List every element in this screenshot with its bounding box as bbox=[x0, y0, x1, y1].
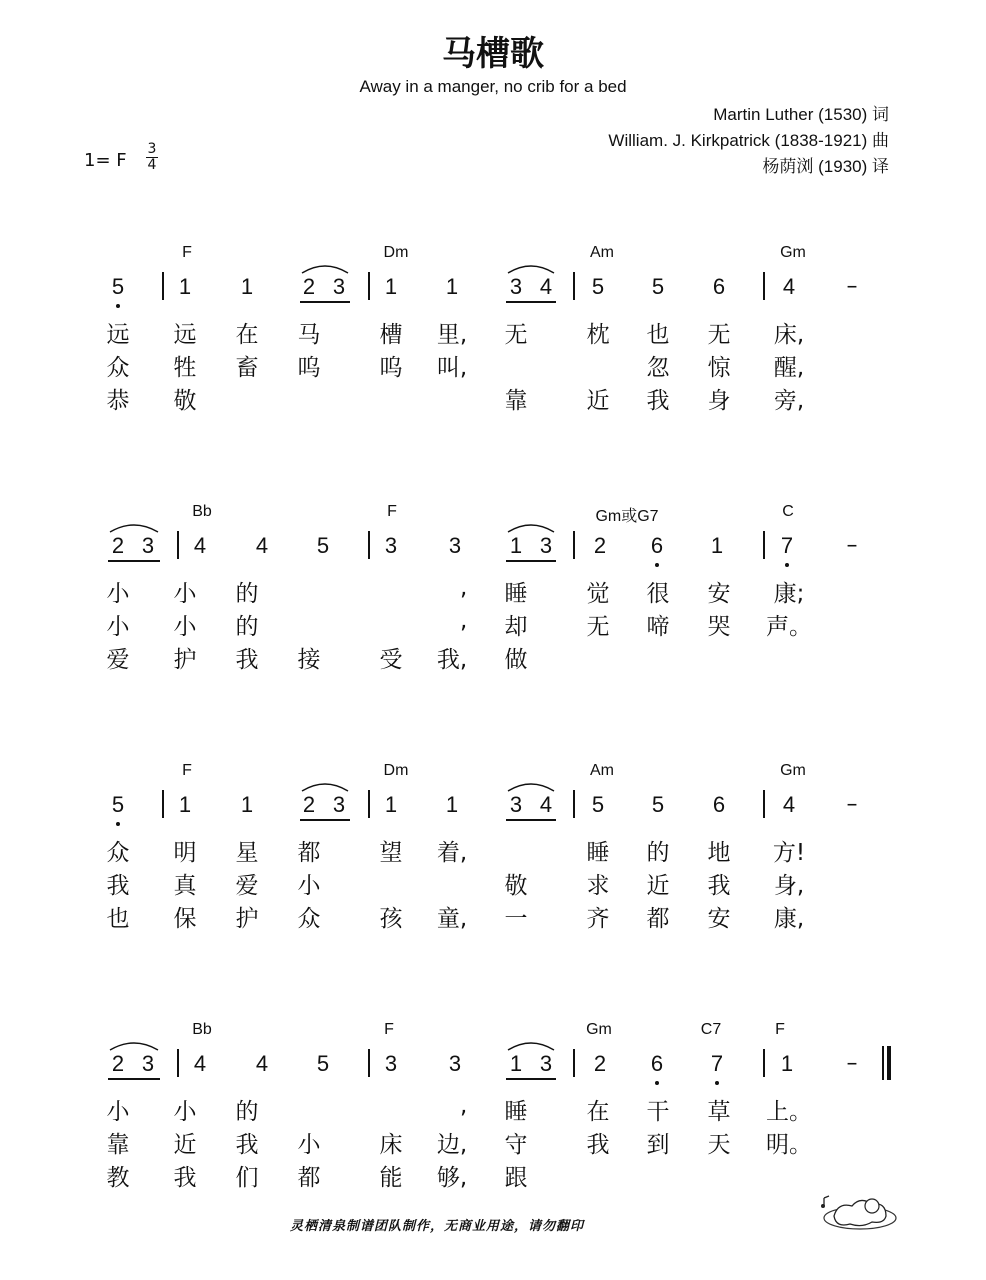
note-number: 3 bbox=[384, 533, 398, 558]
note-number: 3 bbox=[332, 274, 346, 299]
slur-mark bbox=[506, 262, 556, 274]
note-number: 6 bbox=[712, 274, 726, 299]
lyric-character: 我 bbox=[586, 1132, 610, 1158]
barline bbox=[763, 531, 765, 559]
barline bbox=[763, 790, 765, 818]
lyric-character: 到 bbox=[646, 1132, 670, 1158]
lyric-character: 在 bbox=[586, 1099, 610, 1125]
chord-symbol: F bbox=[775, 1021, 785, 1038]
lyric-character: 护 bbox=[235, 906, 259, 932]
lyric-character: 边, bbox=[436, 1132, 468, 1158]
lyric-character: 醒, bbox=[773, 355, 805, 381]
note-number: 1 bbox=[384, 792, 398, 817]
note-number: 5 bbox=[591, 792, 605, 817]
lyric-character: 我 bbox=[235, 647, 259, 673]
note-number: 1 bbox=[384, 274, 398, 299]
note-number: 1 bbox=[780, 1051, 794, 1076]
lyric-character: 望 bbox=[379, 840, 403, 866]
lyric-character: 叫, bbox=[436, 355, 468, 381]
lyric-character: 无 bbox=[707, 322, 731, 348]
note-number: 5 bbox=[651, 792, 665, 817]
lyric-character: 童, bbox=[436, 906, 468, 932]
eighth-note-underline bbox=[300, 819, 350, 821]
lyric-character: 做 bbox=[504, 647, 528, 673]
lyric-character: 无 bbox=[504, 322, 528, 348]
lyric-character: 小 bbox=[173, 1099, 197, 1125]
barline bbox=[368, 790, 370, 818]
chord-symbol: Bb bbox=[192, 1021, 212, 1038]
note-number: 2 bbox=[302, 792, 316, 817]
lyric-character: 忽 bbox=[646, 355, 670, 381]
lyric-character: 睡 bbox=[504, 581, 528, 607]
lyric-character: 哭 bbox=[707, 614, 731, 640]
note-number: 7 bbox=[710, 1051, 724, 1076]
lyric-character: 的 bbox=[646, 840, 670, 866]
note-number: 1 bbox=[178, 792, 192, 817]
note-number: 3 bbox=[448, 533, 462, 558]
eighth-note-underline bbox=[108, 560, 160, 562]
sustain-dash: – bbox=[846, 274, 858, 299]
lyric-character: 小 bbox=[173, 581, 197, 607]
lower-octave-dot bbox=[715, 1081, 719, 1085]
lyric-character: 爱 bbox=[106, 647, 130, 673]
lyric-character: 教 bbox=[106, 1165, 130, 1191]
lyric-character: 在 bbox=[235, 322, 259, 348]
lyric-character: 的 bbox=[235, 581, 259, 607]
note-number: 3 bbox=[539, 533, 553, 558]
eighth-note-underline bbox=[506, 560, 556, 562]
lyric-character: 小 bbox=[297, 873, 321, 899]
barline bbox=[573, 531, 575, 559]
barline bbox=[368, 272, 370, 300]
lyric-character: 齐 bbox=[586, 906, 610, 932]
lyric-character: 护 bbox=[173, 647, 197, 673]
lyric-character: , bbox=[460, 608, 468, 634]
lyric-character: 恭 bbox=[106, 388, 130, 414]
note-number: 1 bbox=[710, 533, 724, 558]
chord-symbol: C7 bbox=[700, 1021, 722, 1038]
lyric-character: 无 bbox=[586, 614, 610, 640]
note-number: 6 bbox=[650, 1051, 664, 1076]
key-signature: 1= F bbox=[84, 150, 127, 171]
barline bbox=[368, 531, 370, 559]
lyric-character: 够, bbox=[436, 1165, 468, 1191]
lyric-character: , bbox=[460, 1093, 468, 1119]
eighth-note-underline bbox=[506, 819, 556, 821]
lyric-character: 槽 bbox=[379, 322, 403, 348]
note-number: 1 bbox=[240, 792, 254, 817]
lyric-character: 敬 bbox=[173, 388, 197, 414]
note-number: 2 bbox=[593, 533, 607, 558]
sustain-dash: – bbox=[846, 533, 858, 558]
note-number: 3 bbox=[384, 1051, 398, 1076]
lyric-character: 远 bbox=[173, 322, 197, 348]
note-number: 4 bbox=[539, 274, 553, 299]
lyric-character: 里, bbox=[436, 322, 468, 348]
note-number: 1 bbox=[240, 274, 254, 299]
chord-symbol: Am bbox=[590, 762, 614, 779]
translator-credit: 杨荫浏 (1930) 译 bbox=[762, 157, 889, 176]
note-number: 3 bbox=[141, 1051, 155, 1076]
lyric-character: 明。 bbox=[766, 1132, 812, 1158]
slur-mark bbox=[506, 780, 556, 792]
lyric-character: 我 bbox=[707, 873, 731, 899]
barline bbox=[162, 790, 164, 818]
lyric-character: 牲 bbox=[173, 355, 197, 381]
note-number: 4 bbox=[193, 533, 207, 558]
note-number: 2 bbox=[111, 533, 125, 558]
note-number: 7 bbox=[780, 533, 794, 558]
lyric-character: 觉 bbox=[586, 581, 610, 607]
chord-symbol: C bbox=[782, 503, 794, 520]
lyric-character: 方! bbox=[772, 840, 806, 866]
lyric-character: 床, bbox=[773, 322, 805, 348]
lyric-character: 求 bbox=[586, 873, 610, 899]
note-number: 6 bbox=[712, 792, 726, 817]
lyric-character: 天 bbox=[707, 1132, 731, 1158]
note-number: 4 bbox=[539, 792, 553, 817]
note-number: 4 bbox=[193, 1051, 207, 1076]
lyric-character: 很 bbox=[646, 581, 670, 607]
lyric-character: 我 bbox=[173, 1165, 197, 1191]
note-number: 1 bbox=[509, 1051, 523, 1076]
lyric-character: 着, bbox=[436, 840, 468, 866]
lyric-character: 保 bbox=[173, 906, 197, 932]
lyric-character: 声。 bbox=[766, 614, 812, 640]
lyric-character: 呜 bbox=[297, 355, 321, 381]
eighth-note-underline bbox=[300, 301, 350, 303]
lyric-character: 却 bbox=[504, 614, 528, 640]
lyric-character: 干 bbox=[646, 1099, 670, 1125]
note-number: 1 bbox=[509, 533, 523, 558]
note-number: 5 bbox=[111, 274, 125, 299]
lyric-character: 上。 bbox=[766, 1099, 812, 1125]
barline bbox=[763, 272, 765, 300]
note-number: 3 bbox=[539, 1051, 553, 1076]
note-number: 3 bbox=[509, 274, 523, 299]
slur-mark bbox=[506, 521, 556, 533]
note-number: 5 bbox=[316, 533, 330, 558]
composer-credit: William. J. Kirkpatrick (1838-1921) 曲 bbox=[608, 131, 889, 150]
song-subtitle: Away in a manger, no crib for a bed bbox=[359, 77, 627, 96]
note-number: 1 bbox=[445, 792, 459, 817]
slur-mark bbox=[108, 1039, 160, 1051]
note-number: 4 bbox=[782, 792, 796, 817]
lower-octave-dot bbox=[116, 304, 120, 308]
song-title: 马槽歌 bbox=[442, 34, 544, 74]
lyric-character: 们 bbox=[235, 1165, 259, 1191]
lyric-character: 康, bbox=[773, 906, 805, 932]
chord-symbol: Dm bbox=[383, 244, 409, 261]
lyric-character: 地 bbox=[707, 840, 731, 866]
lyric-character: 都 bbox=[297, 1165, 321, 1191]
lyric-character: 小 bbox=[106, 581, 130, 607]
note-number: 4 bbox=[255, 533, 269, 558]
lyric-character: 的 bbox=[235, 614, 259, 640]
note-number: 3 bbox=[332, 792, 346, 817]
barline bbox=[177, 531, 179, 559]
eighth-note-underline bbox=[108, 1078, 160, 1080]
lyric-character: 枕 bbox=[586, 322, 610, 348]
note-number: 5 bbox=[316, 1051, 330, 1076]
sustain-dash: – bbox=[846, 1051, 858, 1076]
barline bbox=[162, 272, 164, 300]
note-number: 3 bbox=[141, 533, 155, 558]
lyric-character: 也 bbox=[646, 322, 670, 348]
note-number: 5 bbox=[591, 274, 605, 299]
slur-mark bbox=[108, 521, 160, 533]
lower-octave-dot bbox=[655, 563, 659, 567]
eighth-note-underline bbox=[506, 1078, 556, 1080]
note-number: 6 bbox=[650, 533, 664, 558]
chord-symbol: F bbox=[384, 1021, 394, 1038]
barline bbox=[177, 1049, 179, 1077]
lyric-character: 明 bbox=[173, 840, 197, 866]
barline bbox=[368, 1049, 370, 1077]
lyric-character: 啼 bbox=[646, 614, 670, 640]
lyric-character: 孩 bbox=[379, 906, 403, 932]
lyric-character: 我 bbox=[235, 1132, 259, 1158]
barline bbox=[573, 790, 575, 818]
lyric-character: 我 bbox=[646, 388, 670, 414]
lyric-character: , bbox=[460, 575, 468, 601]
chord-symbol: Gm bbox=[780, 244, 806, 261]
time-signature-top: 3 bbox=[147, 141, 157, 157]
lyric-character: 受 bbox=[379, 647, 403, 673]
note-number: 1 bbox=[445, 274, 459, 299]
lyric-character: 马 bbox=[297, 322, 321, 348]
lyric-character: 安 bbox=[707, 906, 731, 932]
lyric-character: 近 bbox=[173, 1132, 197, 1158]
note-number: 2 bbox=[593, 1051, 607, 1076]
chord-symbol: F bbox=[387, 503, 397, 520]
chord-symbol: Gm bbox=[780, 762, 806, 779]
lyric-character: 我, bbox=[436, 647, 468, 673]
lyric-character: 小 bbox=[106, 1099, 130, 1125]
note-number: 5 bbox=[651, 274, 665, 299]
time-signature-bottom: 4 bbox=[147, 157, 157, 173]
lyric-character: 草 bbox=[707, 1099, 731, 1125]
note-number: 3 bbox=[448, 1051, 462, 1076]
lyric-character: 旁, bbox=[773, 388, 805, 414]
chord-symbol: Gm或G7 bbox=[595, 508, 659, 525]
note-number: 3 bbox=[509, 792, 523, 817]
lyric-character: 床 bbox=[379, 1132, 403, 1158]
lyric-character: 呜 bbox=[379, 355, 403, 381]
chord-symbol: Dm bbox=[383, 762, 409, 779]
final-barline-thick bbox=[887, 1046, 891, 1080]
sheep-logo-icon bbox=[820, 1188, 900, 1232]
eighth-note-underline bbox=[506, 301, 556, 303]
lyric-character: 近 bbox=[646, 873, 670, 899]
final-barline-thin bbox=[882, 1046, 884, 1080]
lyric-character: 康; bbox=[773, 581, 805, 607]
slur-mark bbox=[506, 1039, 556, 1051]
note-number: 2 bbox=[111, 1051, 125, 1076]
note-number: 5 bbox=[111, 792, 125, 817]
time-signature bbox=[146, 142, 158, 173]
lyric-character: 接 bbox=[297, 647, 321, 673]
lyric-character: 靠 bbox=[504, 388, 528, 414]
barline bbox=[573, 272, 575, 300]
lyric-character: 身 bbox=[707, 388, 731, 414]
lyric-character: 惊 bbox=[707, 355, 731, 381]
lower-octave-dot bbox=[655, 1081, 659, 1085]
note-number: 4 bbox=[782, 274, 796, 299]
lyric-character: 我 bbox=[106, 873, 130, 899]
chord-symbol: Am bbox=[590, 244, 614, 261]
chord-symbol: F bbox=[182, 762, 192, 779]
footer-note: 灵栖清泉制谱团队制作，无商业用途，请勿翻印 bbox=[290, 1219, 585, 1234]
lyric-character: 一 bbox=[504, 906, 528, 932]
chord-symbol: F bbox=[182, 244, 192, 261]
lyric-character: 都 bbox=[297, 840, 321, 866]
lyric-character: 的 bbox=[235, 1099, 259, 1125]
lower-octave-dot bbox=[116, 822, 120, 826]
lyric-character: 都 bbox=[646, 906, 670, 932]
lyric-character: 众 bbox=[106, 840, 130, 866]
lyric-character: 畜 bbox=[235, 355, 259, 381]
lyric-character: 守 bbox=[504, 1132, 528, 1158]
lyric-character: 远 bbox=[106, 322, 130, 348]
lyric-character: 真 bbox=[173, 873, 197, 899]
sustain-dash: – bbox=[846, 792, 858, 817]
barline bbox=[573, 1049, 575, 1077]
lyric-character: 小 bbox=[106, 614, 130, 640]
lyric-character: 近 bbox=[586, 388, 610, 414]
chord-symbol: Gm bbox=[586, 1021, 612, 1038]
lower-octave-dot bbox=[785, 563, 789, 567]
note-number: 1 bbox=[178, 274, 192, 299]
lyric-character: 能 bbox=[379, 1165, 403, 1191]
slur-mark bbox=[300, 780, 350, 792]
lyric-character: 小 bbox=[173, 614, 197, 640]
lyric-character: 跟 bbox=[504, 1165, 528, 1191]
lyric-character: 小 bbox=[297, 1132, 321, 1158]
lyric-character: 睡 bbox=[586, 840, 610, 866]
lyric-character: 睡 bbox=[504, 1099, 528, 1125]
note-number: 4 bbox=[255, 1051, 269, 1076]
slur-mark bbox=[300, 262, 350, 274]
lyric-character: 星 bbox=[235, 840, 259, 866]
barline bbox=[763, 1049, 765, 1077]
lyric-character: 众 bbox=[297, 906, 321, 932]
lyric-character: 爱 bbox=[235, 873, 259, 899]
lyric-character: 安 bbox=[707, 581, 731, 607]
lyric-character: 身, bbox=[773, 873, 805, 899]
lyric-character: 敬 bbox=[504, 873, 528, 899]
chord-symbol: Bb bbox=[192, 503, 212, 520]
lyric-character: 也 bbox=[106, 906, 130, 932]
lyric-character: 众 bbox=[106, 355, 130, 381]
lyric-character: 靠 bbox=[106, 1132, 130, 1158]
note-number: 2 bbox=[302, 274, 316, 299]
lyricist-credit: Martin Luther (1530) 词 bbox=[713, 105, 889, 124]
